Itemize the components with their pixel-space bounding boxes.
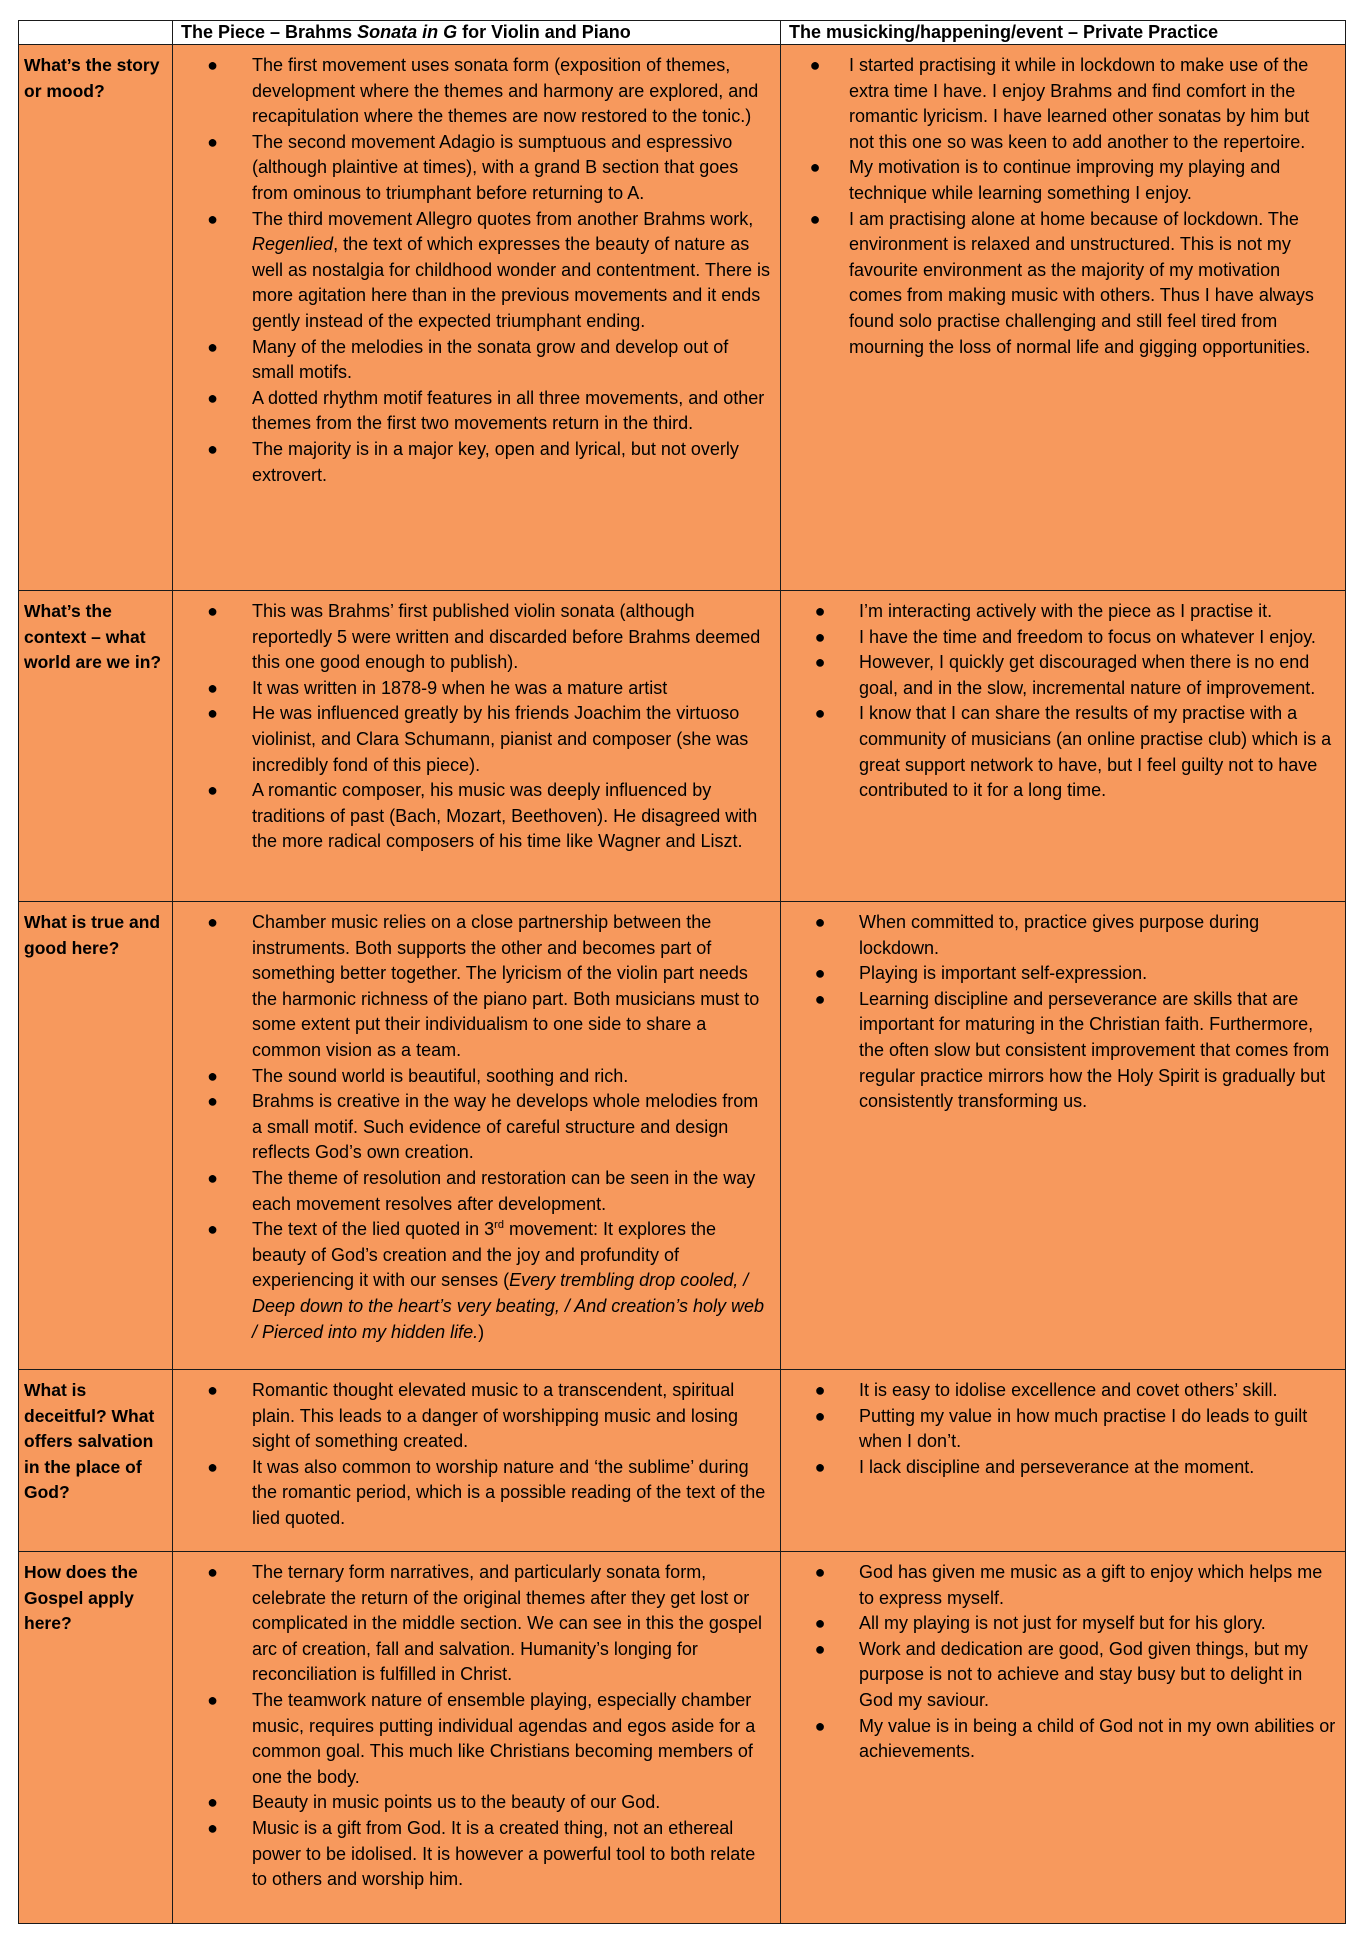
piece-cell — [173, 45, 781, 591]
bullet-dot-icon: ● — [207, 601, 218, 621]
bullet-dot-icon: ● — [207, 1817, 218, 1838]
bullet-dot-icon: ● — [207, 1456, 218, 1477]
reflection-table — [18, 20, 1346, 1924]
list-item: ● A dotted rhythm motif features in all three movements, and other themes from the first two movements return in the third. — [173, 386, 770, 437]
bullet-dot-icon: ● — [207, 1792, 218, 1813]
bullet-dot-icon: ● — [207, 1562, 218, 1582]
piece-cell — [173, 591, 781, 902]
bullet-dot-icon: ● — [814, 1562, 826, 1582]
header-practice: The musicking/happening/event – Private Practice — [781, 21, 1346, 45]
bullet-dot-icon: ● — [814, 1405, 826, 1426]
list-item: ● Learning discipline and perseverance are skills that are important for maturing in the Christian faith. Furthermore, the often slow but consistent improvement that comes from regular practice mirrors how the Holy Spirit is gradually but consistently transforming us. — [781, 987, 1337, 1115]
list-item: ● A romantic composer, his music was deeply influenced by traditions of past (Bach, Mozart, Beethoven). He disagreed with the more radical composers of his time like Wagner and Liszt. — [173, 778, 770, 855]
bullet-dot-icon: ● — [207, 438, 218, 459]
bullet-dot-icon: ● — [814, 912, 826, 932]
list-item: ● Brahms is creative in the way he develops whole melodies from a small motif. Such evidence of careful structure and design reflects God’s own creation. — [173, 1089, 770, 1166]
list-item: ● Playing is important self-expression. — [781, 961, 1337, 987]
header-piece: The Piece – Brahms Sonata in G for Violin and Piano — [173, 21, 781, 45]
row-question: What is true and good here? — [19, 902, 173, 1370]
list-item: ● It was written in 1878-9 when he was a mature artist — [173, 676, 770, 702]
header-corner-cell — [19, 21, 173, 45]
list-item: ● I’m interacting actively with the piece as I practise it. — [781, 599, 1337, 625]
bullet-dot-icon: ● — [207, 336, 218, 357]
list-item: ● My motivation is to continue improving my playing and technique while learning something I enjoy. — [781, 155, 1337, 206]
row-question: What’s the story or mood? — [19, 45, 173, 591]
list-item: ● Putting my value in how much practise I do leads to guilt when I don’t. — [781, 1404, 1337, 1455]
table-row — [19, 1370, 1346, 1552]
row-question: How does the Gospel apply here? — [19, 1552, 173, 1924]
bullet-dot-icon: ● — [814, 652, 826, 673]
bullet-dot-icon: ● — [814, 988, 826, 1009]
bullet-dot-icon: ● — [207, 131, 218, 152]
bullet-dot-icon: ● — [814, 1456, 826, 1477]
list-item: ● The third movement Allegro quotes from another Brahms work, Regenlied, the text of which expresses the beauty of nature as well as nostalgia for childhood wonder and contentment. There is more agitation here than in the previous movements and it ends gently instead of the expected triumphant ending. — [173, 207, 770, 335]
bullet-dot-icon: ● — [809, 55, 821, 75]
bullet-dot-icon: ● — [207, 1380, 218, 1400]
bullet-dot-icon: ● — [207, 1091, 218, 1112]
practice-cell — [781, 902, 1346, 1370]
list-item: ● The first movement uses sonata form (exposition of themes, development where the themes and harmony are explored, and recapitulation where the themes are now restored to the tonic.) — [173, 53, 770, 130]
bullet-dot-icon: ● — [814, 626, 826, 647]
bullet-dot-icon: ● — [814, 703, 826, 724]
bullet-dot-icon: ● — [207, 387, 218, 408]
piece-cell — [173, 1370, 781, 1552]
list-item: ● The theme of resolution and restoration can be seen in the way each movement resolves after development. — [173, 1166, 770, 1217]
list-item: ● The ternary form narratives, and particularly sonata form, celebrate the return of the original themes after they get lost or complicated in the middle section. We can see in this the gospel arc of creation, fall and salvation. Humanity’s longing for reconciliation is fulfilled in Christ. — [173, 1560, 770, 1688]
bullet-dot-icon: ● — [207, 780, 218, 801]
list-item: ● I know that I can share the results of my practise with a community of musicians (an online practise club) which is a great support network to have, but I feel guilty not to have contributed to it for a long time. — [781, 701, 1337, 803]
bullet-dot-icon: ● — [814, 1613, 826, 1634]
practice-cell — [781, 1370, 1346, 1552]
bullet-dot-icon: ● — [809, 208, 821, 229]
list-item: ● The sound world is beautiful, soothing and rich. — [173, 1064, 770, 1090]
list-item: ● Chamber music relies on a close partnership between the instruments. Both supports the other and becomes part of something better together. The lyricism of the violin part needs the harmonic richness of the piano part. Both musicians must to some extent put their individualism to one side to share a common vision as a team. — [173, 910, 770, 1064]
list-item: ● It is easy to idolise excellence and covet others’ skill. — [781, 1378, 1337, 1404]
bullet-dot-icon: ● — [814, 1638, 826, 1659]
bullet-dot-icon: ● — [809, 157, 821, 178]
list-item: ● I am practising alone at home because of lockdown. The environment is relaxed and unstructured. This is not my favourite environment as the majority of my motivation comes from making music with others. Thus I have always found solo practise challenging and still feel tired from mourning the loss of normal life and gigging opportunities. — [781, 207, 1337, 361]
list-item: ● The second movement Adagio is sumptuous and espressivo (although plaintive at times), with a grand B section that goes from ominous to triumphant before returning to A. — [173, 130, 770, 207]
bullet-dot-icon: ● — [207, 55, 218, 75]
bullet-dot-icon: ● — [207, 208, 218, 229]
list-item: ● I started practising it while in lockdown to make use of the extra time I have. I enjoy Brahms and find comfort in the romantic lyricism. I have learned other sonatas by him but not this one so was keen to add another to the repertoire. — [781, 53, 1337, 155]
list-item: ● Beauty in music points us to the beauty of our God. — [173, 1790, 770, 1816]
list-item: ● The text of the lied quoted in 3rd movement: It explores the beauty of God’s creation and the joy and profundity of experiencing it with our senses (Every trembling drop cooled, / Deep down to the heart’s very beating, / And creation’s holy web / Pierced into my hidden life.) — [173, 1217, 770, 1345]
list-item: ● When committed to, practice gives purpose during lockdown. — [781, 910, 1337, 961]
list-item: ● Romantic thought elevated music to a transcendent, spiritual plain. This leads to a danger of worshipping music and losing sight of something created. — [173, 1378, 770, 1455]
list-item: ● This was Brahms’ first published violin sonata (although reportedly 5 were written and discarded before Brahms deemed this one good enough to publish). — [173, 599, 770, 676]
bullet-dot-icon: ● — [207, 912, 218, 932]
row-question: What’s the context – what world are we in? — [19, 591, 173, 902]
list-item: ● The teamwork nature of ensemble playing, especially chamber music, requires putting individual agendas and egos aside for a common goal. This much like Christians becoming members of one the body. — [173, 1688, 770, 1790]
bullet-dot-icon: ● — [814, 963, 826, 984]
bullet-dot-icon: ● — [814, 1380, 826, 1400]
list-item: ● However, I quickly get discouraged when there is no end goal, and in the slow, incremental nature of improvement. — [781, 650, 1337, 701]
bullet-dot-icon: ● — [814, 601, 826, 621]
bullet-dot-icon: ● — [207, 1689, 218, 1710]
practice-cell — [781, 1552, 1346, 1924]
header-row — [19, 21, 1346, 45]
list-item: ● Work and dedication are good, God given things, but my purpose is not to achieve and stay busy but to delight in God my saviour. — [781, 1637, 1337, 1714]
bullet-dot-icon: ● — [814, 1715, 826, 1736]
list-item: ● My value is in being a child of God not in my own abilities or achievements. — [781, 1714, 1337, 1765]
list-item: ● I have the time and freedom to focus on whatever I enjoy. — [781, 625, 1337, 651]
table-row — [19, 591, 1346, 902]
row-question: What is deceitful? What offers salvation in the place of God? — [19, 1370, 173, 1552]
bullet-dot-icon: ● — [207, 1065, 218, 1086]
list-item: ● I lack discipline and perseverance at the moment. — [781, 1455, 1337, 1481]
piece-cell — [173, 1552, 781, 1924]
practice-cell — [781, 591, 1346, 902]
list-item: ● God has given me music as a gift to enjoy which helps me to express myself. — [781, 1560, 1337, 1611]
table-row — [19, 45, 1346, 591]
list-item: ● Many of the melodies in the sonata grow and develop out of small motifs. — [173, 335, 770, 386]
piece-cell — [173, 902, 781, 1370]
bullet-dot-icon: ● — [207, 1219, 218, 1240]
list-item: ● All my playing is not just for myself but for his glory. — [781, 1611, 1337, 1637]
table-row — [19, 902, 1346, 1370]
list-item: ● The majority is in a major key, open and lyrical, but not overly extrovert. — [173, 437, 770, 488]
table-row — [19, 1552, 1346, 1924]
list-item: ● He was influenced greatly by his friends Joachim the virtuoso violinist, and Clara Schumann, pianist and composer (she was incredibly fond of this piece). — [173, 701, 770, 778]
bullet-dot-icon: ● — [207, 677, 218, 698]
list-item: ● Music is a gift from God. It is a created thing, not an ethereal power to be idolised. It is however a powerful tool to both relate to others and worship him. — [173, 1816, 770, 1893]
bullet-dot-icon: ● — [207, 1167, 218, 1188]
practice-cell — [781, 45, 1346, 591]
bullet-dot-icon: ● — [207, 703, 218, 724]
list-item: ● It was also common to worship nature and ‘the sublime’ during the romantic period, which is a possible reading of the text of the lied quoted. — [173, 1455, 770, 1532]
